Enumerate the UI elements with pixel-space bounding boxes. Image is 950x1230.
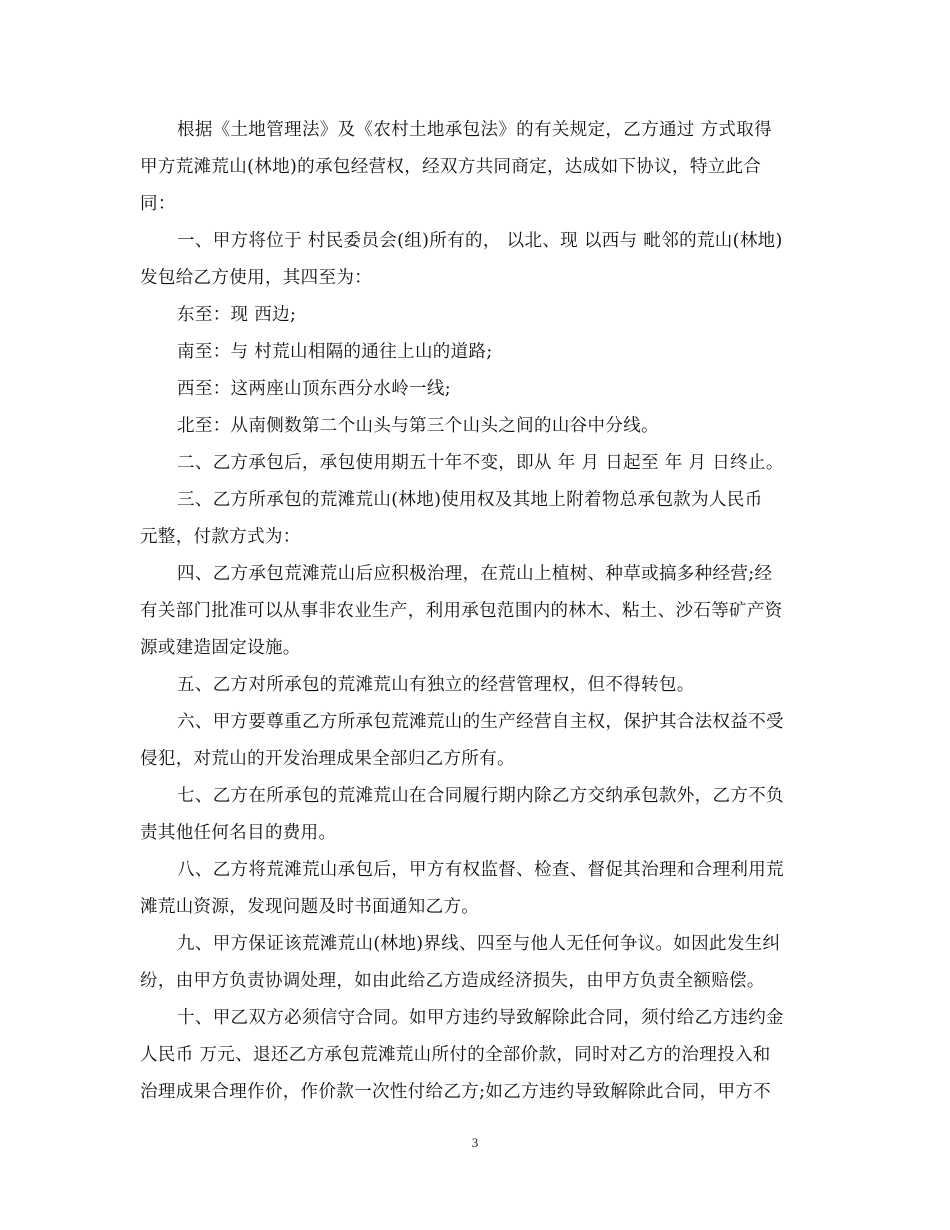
text-line: 四、乙方承包荒滩荒山后应积极治理，在荒山上植树、种草或搞多种经营;经 [177, 564, 773, 584]
paragraph-clause-5 [140, 667, 820, 704]
paragraph-boundary-east [140, 297, 820, 334]
text-line: 侵犯，对荒山的开发治理成果全部归乙方所有。 [140, 749, 515, 769]
paragraph-clause-10 [140, 1000, 820, 1111]
text-line: 滩荒山资源，发现问题及时书面通知乙方。 [140, 897, 480, 917]
text-line: 源或建造固定设施。 [140, 638, 301, 658]
paragraph-clause-8 [140, 852, 820, 926]
contract-body [140, 112, 820, 1111]
text-line: 五、乙方对所承包的荒滩荒山有独立的经营管理权，但不得转包。 [177, 675, 695, 695]
text-line: 治理成果合理作价，作价款一次性付给乙方;如乙方违约导致解除此合同，甲方不 [140, 1082, 771, 1102]
text-line: 七、乙方在所承包的荒滩荒山在合同履行期内除乙方交纳承包款外，乙方不负 [177, 786, 784, 806]
paragraph-clause-2 [140, 445, 820, 482]
paragraph-preamble [140, 112, 820, 223]
text-line: 二、乙方承包后，承包使用期五十年不变，即从 年 月 日起至 年 月 日终止。 [177, 453, 784, 473]
paragraph-clause-9 [140, 926, 820, 1000]
text-line: 三、乙方所承包的荒滩荒山(林地)使用权及其地上附着物总承包款为人民币 [177, 490, 763, 510]
text-line: 元整，付款方式为： [140, 527, 301, 547]
text-line: 十、甲乙双方必须信守合同。如甲方违约导致解除此合同，须付给乙方违约金 [177, 1008, 784, 1028]
text-line: 东至：现 西边; [177, 305, 297, 325]
paragraph-clause-1 [140, 223, 820, 297]
text-line: 一、甲方将位于 村民委员会(组)所有的， 以北、现 以西与 毗邻的荒山(林地) [177, 231, 783, 251]
text-line: 根据《土地管理法》及《农村土地承包法》的有关规定，乙方通过 方式取得 [177, 120, 772, 140]
paragraph-clause-6 [140, 704, 820, 778]
text-line: 纷，由甲方负责协调处理，如由此给乙方造成经济损失，由甲方负责全额赔偿。 [140, 971, 765, 991]
text-line: 八、乙方将荒滩荒山承包后，甲方有权监督、检查、督促其治理和合理利用荒 [177, 860, 784, 880]
paragraph-boundary-south [140, 334, 820, 371]
text-line: 责其他任何名目的费用。 [140, 823, 337, 843]
text-line: 九、甲方保证该荒滩荒山(林地)界线、四至与他人无任何争议。如因此发生纠 [177, 934, 781, 954]
text-line: 人民币 万元、退还乙方承包荒滩荒山所付的全部价款，同时对乙方的治理投入和 [140, 1045, 771, 1065]
text-line: 发包给乙方使用，其四至为： [140, 268, 373, 288]
text-line: 同： [140, 194, 176, 214]
text-line: 北至：从南侧数第二个山头与第三个山头之间的山谷中分线。 [177, 416, 659, 436]
paragraph-clause-7 [140, 778, 820, 852]
text-line: 有关部门批准可以从事非农业生产，利用承包范围内的林木、粘土、沙石等矿产资 [140, 601, 783, 621]
text-line: 甲方荒滩荒山(林地)的承包经营权，经双方共同商定，达成如下协议，特立此合 [140, 157, 762, 177]
paragraph-clause-3 [140, 482, 820, 556]
page-number: 3 [471, 1135, 479, 1150]
paragraph-boundary-west [140, 371, 820, 408]
text-line: 南至：与 村荒山相隔的通往上山的道路; [177, 342, 493, 362]
text-line: 西至：这两座山顶东西分水岭一线; [177, 379, 451, 399]
paragraph-clause-4 [140, 556, 820, 667]
text-line: 六、甲方要尊重乙方所承包荒滩荒山的生产经营自主权，保护其合法权益不受 [177, 712, 784, 732]
paragraph-boundary-north [140, 408, 820, 445]
